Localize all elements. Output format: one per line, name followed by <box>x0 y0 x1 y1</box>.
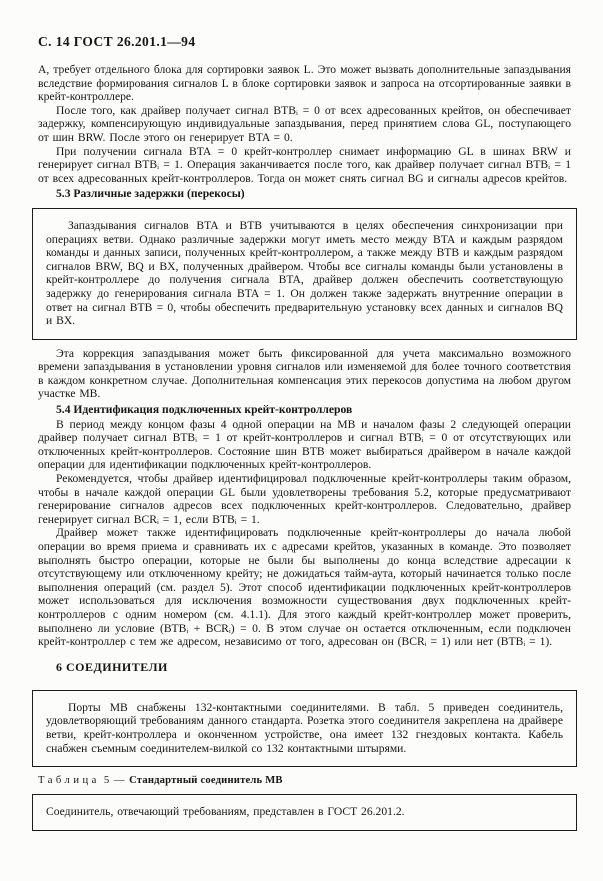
paragraph: Эта коррекция запаздывания может быть фиксированной для учета максимально возможного времени запаздывания в установлении уровня сигналов или изменяемой для более точного соответствия в каждом конкретном случае. Дополнительная компенсация этих перекосов допустима на любом другом участке МВ. <box>38 346 571 401</box>
framed-note-text: Порты МВ снабжены 132-контактными соединителями. В табл. 5 приведен соединитель, удовлетворяющий требованиям данного стандарта. Розетка этого соединителя закреплена на драйвере ветви, крейт-контроллера и оконченном устройстве, она имеет 132 гнездовых контакта. Кабель снабжен съемным соединителем-вилкой со 132 контактными штырями. <box>46 700 563 755</box>
paragraph: После того, как драйвер получает сигнал BTBᵢ = 0 от всех адресованных крейтов, он обеспечивает задержку, компенсирующую индивидуальные запаздывания, перед принятием слова GL, поступающего от шин BRW. После этого он генерирует BTA = 0. <box>38 103 571 144</box>
framed-note-gost-ref <box>32 794 577 831</box>
table-caption-title: Стандартный соединитель МВ <box>129 775 283 787</box>
paragraph: Драйвер может также идентифицировать подключенные крейт-контроллеры до начала любой операции во время приема и сравнивать их с адресами крейтов, указанных в команде. Это позволяет выполнять быстро операции, которые не были бы выполнены до конца вследствие адресации к отсутствующему или отключенному крейту; не дожидаться тайм-аута, который начинается только после выполнения операций (см. раздел 5). Этот способ идентификации подключенных крейт-контроллеров может использоваться для исключения возможности существования двух подключенных крейт-контроллеров с одним номером (см. 4.1.1). Для этого каждый крейт-контроллер может проверить, выполнено ли условие (BTBᵢ + BCRᵢ) = 0. В этом случае он остается отключенным, если подключен крейт-контроллер с тем же адресом, независимо от того, адресован он (BCRᵢ = 1) или нет (BTBᵢ = 1). <box>38 526 571 649</box>
table-caption-dash: — <box>113 775 125 787</box>
framed-note-connectors <box>32 690 577 767</box>
framed-note-text: Соединитель, отвечающий требованиям, представлен в ГОСТ 26.201.2. <box>46 805 405 819</box>
paragraph-continuation: А, требует отдельного блока для сортировки заявок L. Это может вызвать дополнительные запаздывания вследствие формирования сигналов L в блоке сортировки заявок и запроса на отсортированные заявки в крейт-контроллере. <box>38 63 571 104</box>
heading-5-3: 5.3 Различные задержки (перекосы) <box>56 187 245 201</box>
framed-note-skew <box>32 208 577 340</box>
paragraph: Рекомендуется, чтобы драйвер идентифицировал подключенные крейт-контроллеры таким образом, чтобы в начале каждой операции GL были удовлетворены требования 5.2, которые предусматривают генерирование сигналов адресов всех подключенных крейт-контроллеров. Следовательно, драйвер генерирует сигнал BCRᵢ = 1, если BTBᵢ = 1. <box>38 472 571 526</box>
table-caption <box>38 774 571 787</box>
page-header: С. 14 ГОСТ 26.201.1—94 <box>38 34 196 49</box>
paragraph: При получении сигнала BTA = 0 крейт-контроллер снимает информацию GL в шинах BRW и генерирует сигнал BTBᵢ = 1. Операция заканчивается после того, как драйвер получает сигнал BTBᵢ = 1 от всех адресованных крейт-контроллеров. Тогда он может снять сигнал BG и сигналы адресов крейтов. <box>38 144 571 185</box>
paragraph: В период между концом фазы 4 одной операции на МВ и началом фазы 2 следующей операции драйвер получает сигнал BTBᵢ = 1 от крейт-контроллеров и сигнал BTBᵢ = 0 от отсутствующих или отключенных крейт-контроллеров. Состояние шин BTB может выбираться драйвером в начале каждой операции для идентификации подключенных крейт-контроллеров. <box>38 417 571 472</box>
table-caption-number: 5 <box>103 775 110 787</box>
table-caption-label: Таблица <box>38 775 100 787</box>
heading-6-connectors: 6 СОЕДИНИТЕЛИ <box>56 659 168 674</box>
heading-5-4: 5.4 Идентификация подключенных крейт-контроллеров <box>56 403 353 417</box>
framed-note-text: Запаздывания сигналов BTA и BTB учитываются в целях обеспечения синхронизации при операциях ветви. Однако различные задержки могут иметь место между BTA и каждым разрядом команды и данных записи, полученных крейт-контроллером, а также между BTB и каждым разрядом сигналов BRW, BQ и BX, полученных драйвером. Чтобы все сигналы команды были установлены в крейт-контроллере до получения сигнала BTA, драйвер должен обеспечить соответствующую задержку до генерирования сигнала BTA = 1. Он должен также задержать внутренние операции в ответ на сигнал BTB = 0, чтобы обеспечить предварительную установку всех данных и сигналов BQ и BX. <box>46 218 563 328</box>
